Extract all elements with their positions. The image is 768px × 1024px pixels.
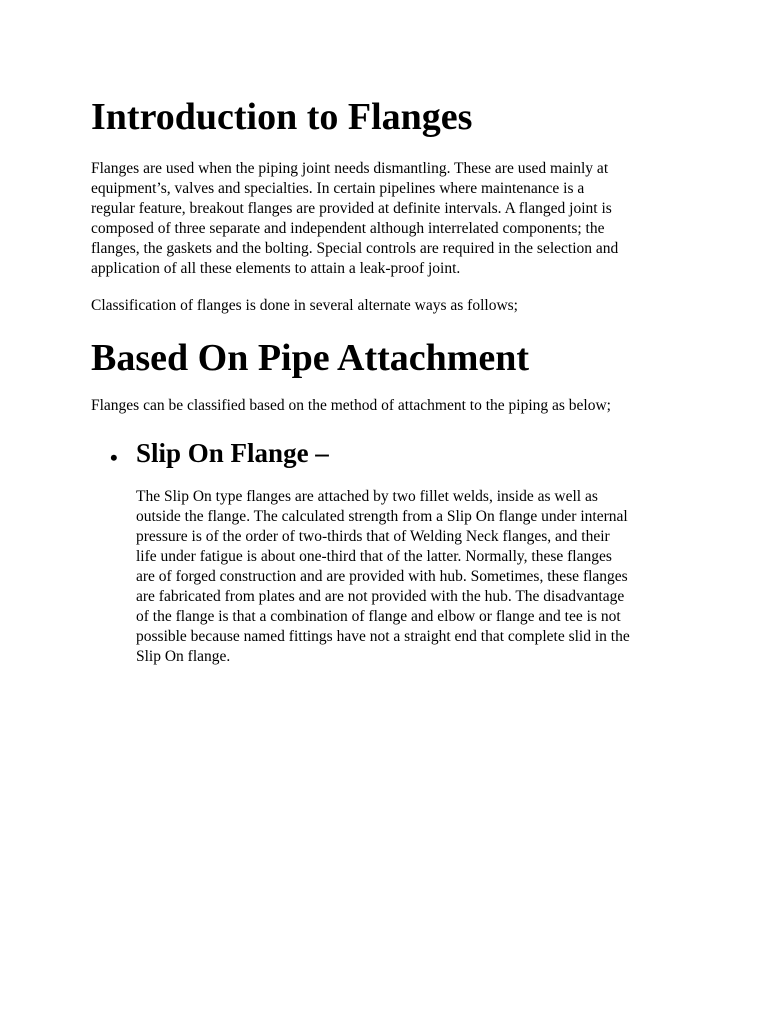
page-title: Introduction to Flanges — [91, 96, 473, 138]
paragraph-line: of the flange is that a combination of flange and elbow or flange and tee is not — [136, 608, 621, 625]
list-item-heading: Slip On Flange – — [136, 438, 329, 468]
paragraph-line: The Slip On type flanges are attached by two fillet welds, inside as well as — [136, 488, 598, 505]
bullet-icon: • — [110, 445, 118, 470]
intro-paragraph — [91, 159, 681, 279]
paragraph-line: application of all these elements to attain a leak-proof joint. — [91, 260, 461, 277]
paragraph-line: Flanges are used when the piping joint needs dismantling. These are used mainly at — [91, 160, 609, 177]
list-item — [110, 434, 670, 474]
paragraph-line: are fabricated from plates and are not provided with the hub. The disadvantage — [136, 588, 625, 605]
paragraph-line: outside the flange. The calculated strength from a Slip On flange under internal — [136, 508, 628, 525]
paragraph-line: are of forged construction and are provided with hub. Sometimes, these flanges — [136, 568, 628, 585]
classification-paragraph: Classification of flanges is done in several alternate ways as follows; — [91, 297, 518, 314]
paragraph-line: pressure is of the order of two-thirds that of Welding Neck flanges, and their — [136, 528, 610, 545]
paragraph-line: composed of three separate and independent although interrelated components; the — [91, 220, 605, 237]
paragraph-line: equipment’s, valves and specialties. In certain pipelines where maintenance is a — [91, 180, 585, 197]
paragraph-line: possible because named fittings have not a straight end that complete slid in the — [136, 628, 630, 645]
list-item-paragraph — [136, 487, 681, 667]
paragraph-line: Slip On flange. — [136, 648, 231, 665]
paragraph-line: flanges, the gaskets and the bolting. Special controls are required in the selection and — [91, 240, 619, 257]
attachment-paragraph: Flanges can be classified based on the method of attachment to the piping as below; — [91, 397, 611, 414]
paragraph-line: regular feature, breakout flanges are provided at definite intervals. A flanged joint is — [91, 200, 612, 217]
paragraph-line: life under fatigue is about one-third that of the latter. Normally, these flanges — [136, 548, 612, 565]
section-title: Based On Pipe Attachment — [91, 337, 530, 379]
